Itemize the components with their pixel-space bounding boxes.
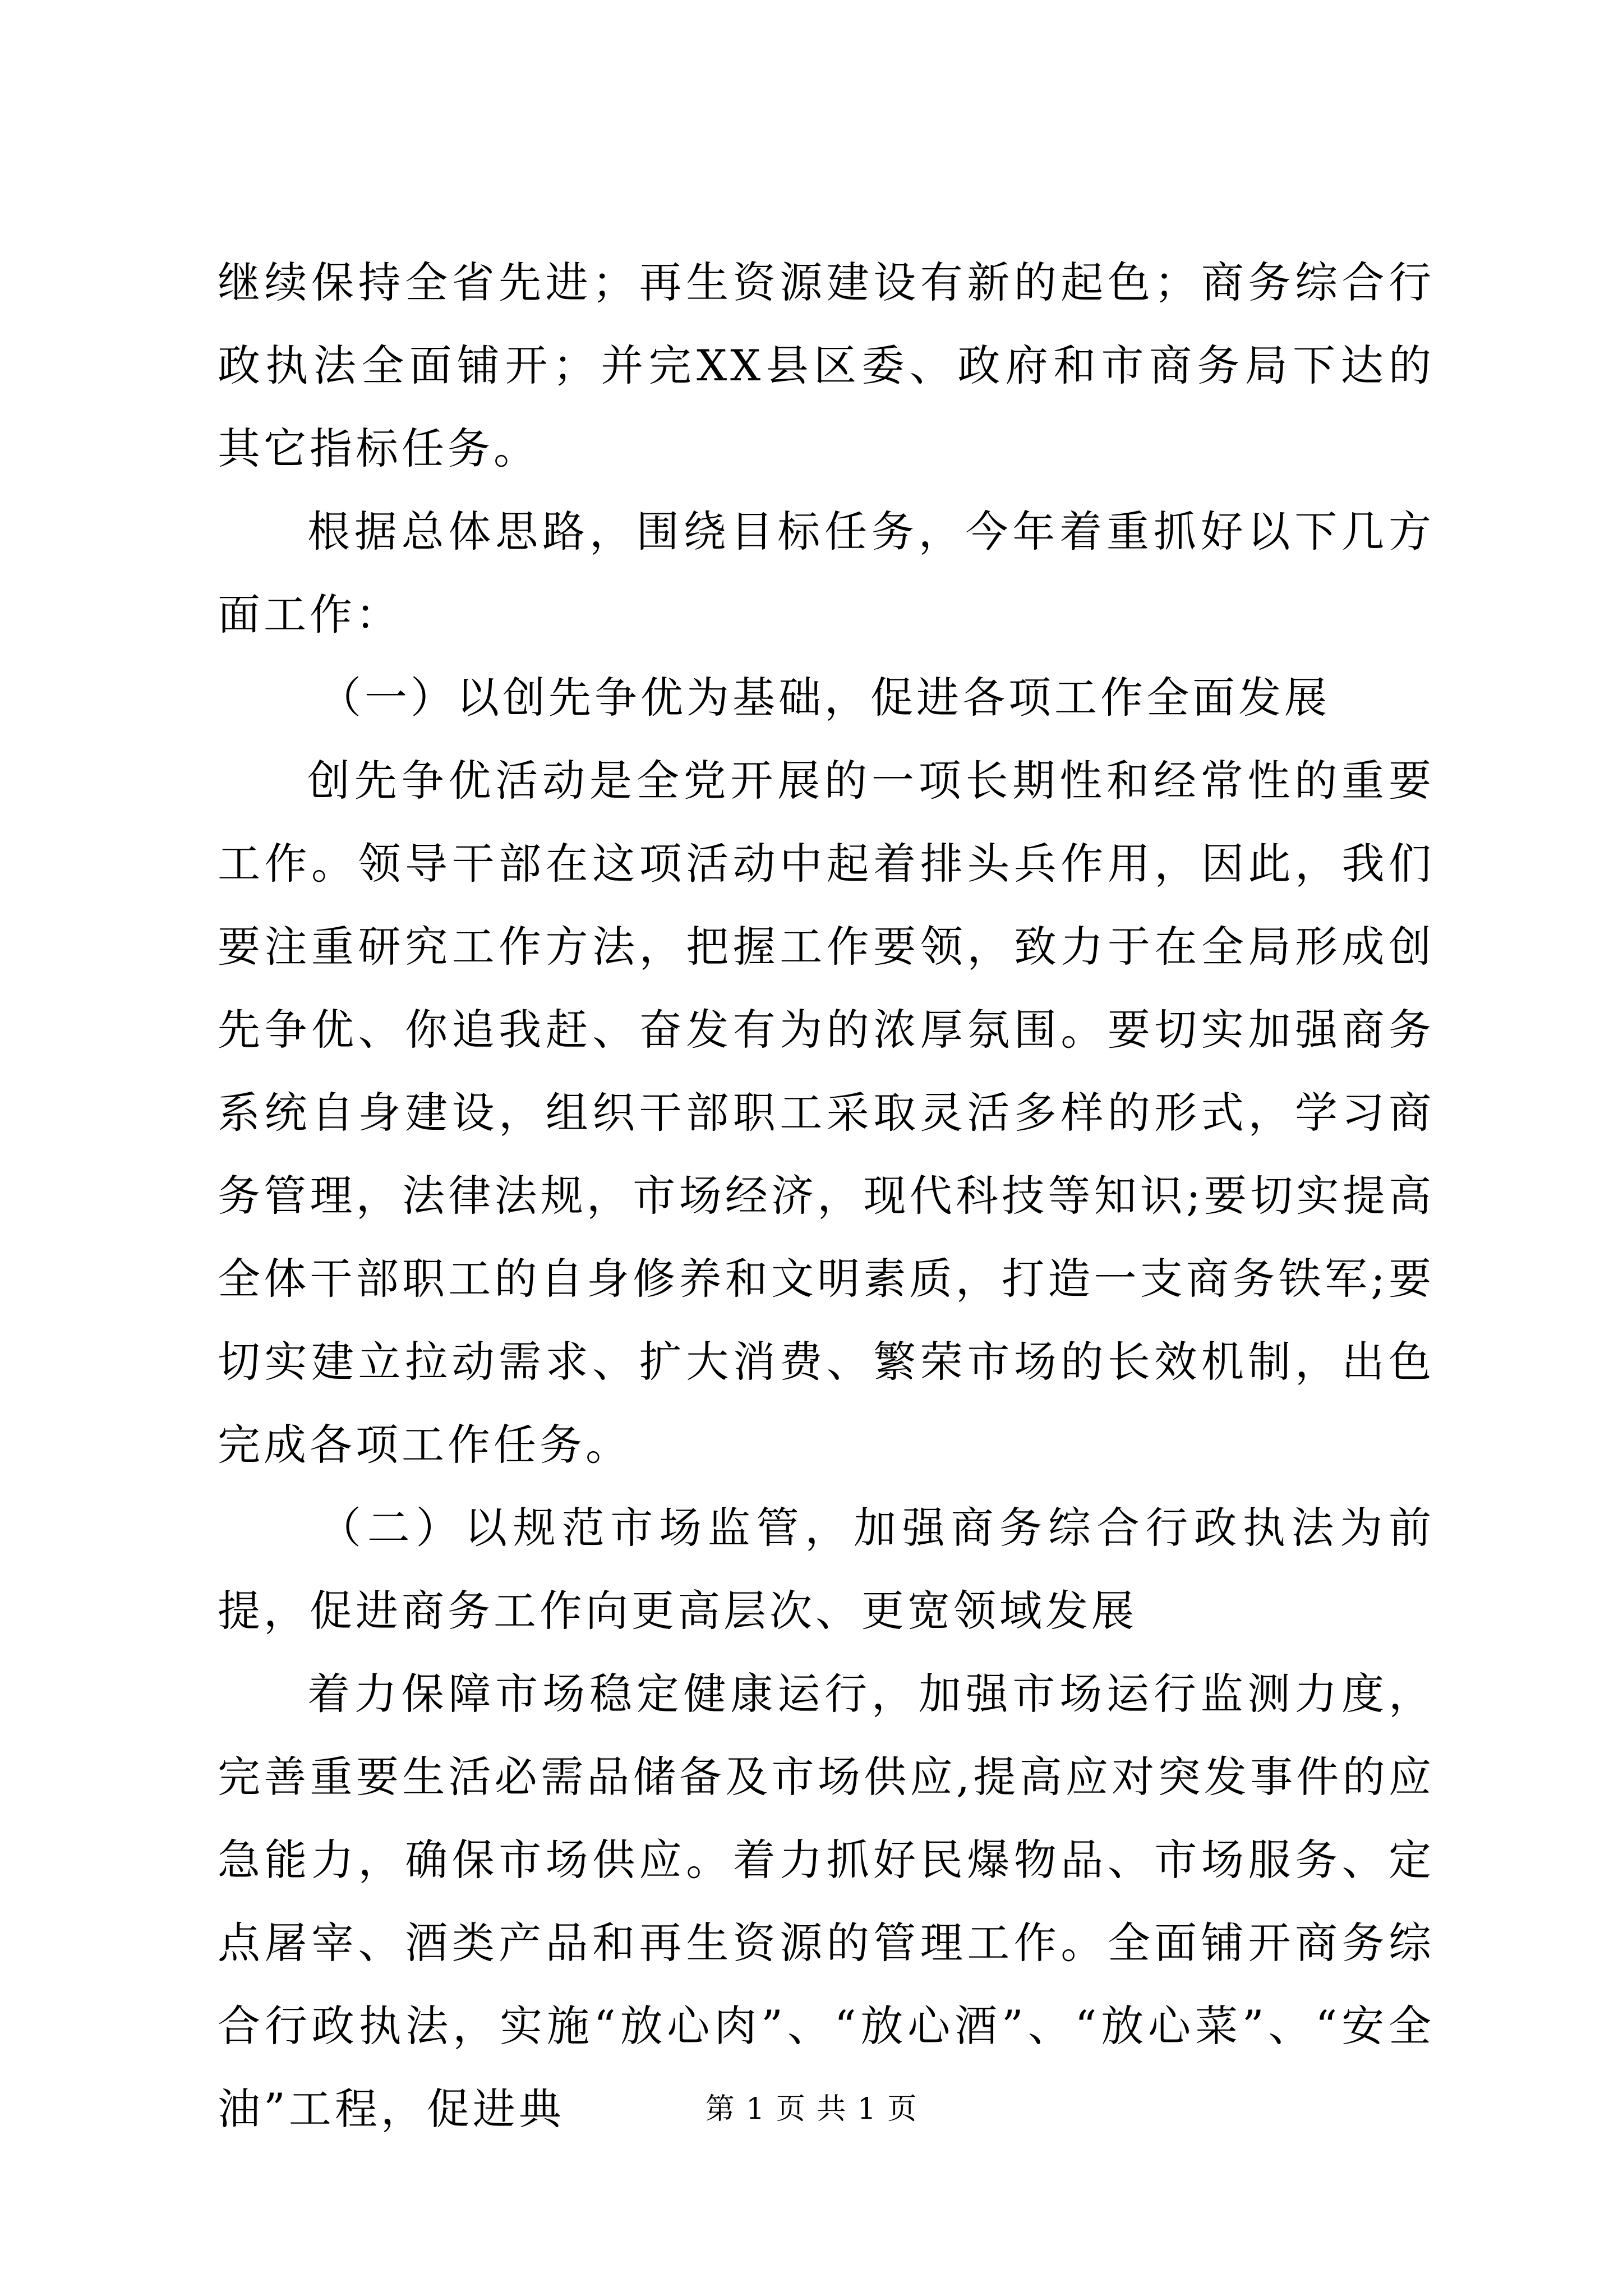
section-heading-2: （二）以规范市场监管，加强商务综合行政执法为前提，促进商务工作向更高层次、更宽领域发展 — [218, 1503, 1435, 1636]
page-number-footer: 第 1 页 共 1 页 — [705, 2092, 918, 2126]
paragraph-section-2-body: 着力保障市场稳定健康运行，加强市场运行监测力度，完善重要生活必需品储备及市场供应,提高应对突发事件的应急能力，确保市场供应。着力抓好民爆物品、市场服务、定点屠宰、酒类产品和再生资源的管理工作。全面铺开商务综合行政执法，实施“放心肉”、“放心酒”、“放心菜”、“安全油”工程，促进典 — [218, 1669, 1435, 2134]
section-heading-1: （一）以创先争优为基础，促进各项工作全面发展 — [319, 673, 1330, 723]
document-body — [218, 241, 1435, 2151]
paragraph-section-1-body: 创先争优活动是全党开展的一项长期性和经常性的重要工作。领导干部在这项活动中起着排头兵作用，因此，我们要注重研究工作方法，把握工作要领，致力于在全局形成创先争优、你追我赶、奋发有为的浓厚氛围。要切实加强商务系统自身建设，组织干部职工采取灵活多样的形式，学习商务管理，法律法规，市场经济，现代科技等知识;要切实提高全体干部职工的自身修养和文明素质，打造一支商务铁军;要切实建立拉动需求、扩大消费、繁荣市场的长效机制，出色完成各项工作任务。 — [218, 756, 1435, 1470]
paragraph-work-intro: 根据总体思路，围绕目标任务，今年着重抓好以下几方面工作： — [218, 507, 1435, 639]
paragraph-targets-continuation: 继续保持全省先进；再生资源建设有新的起色；商务综合行政执法全面铺开；并完XX县区委、政府和市商务局下达的其它指标任务。 — [218, 257, 1435, 473]
